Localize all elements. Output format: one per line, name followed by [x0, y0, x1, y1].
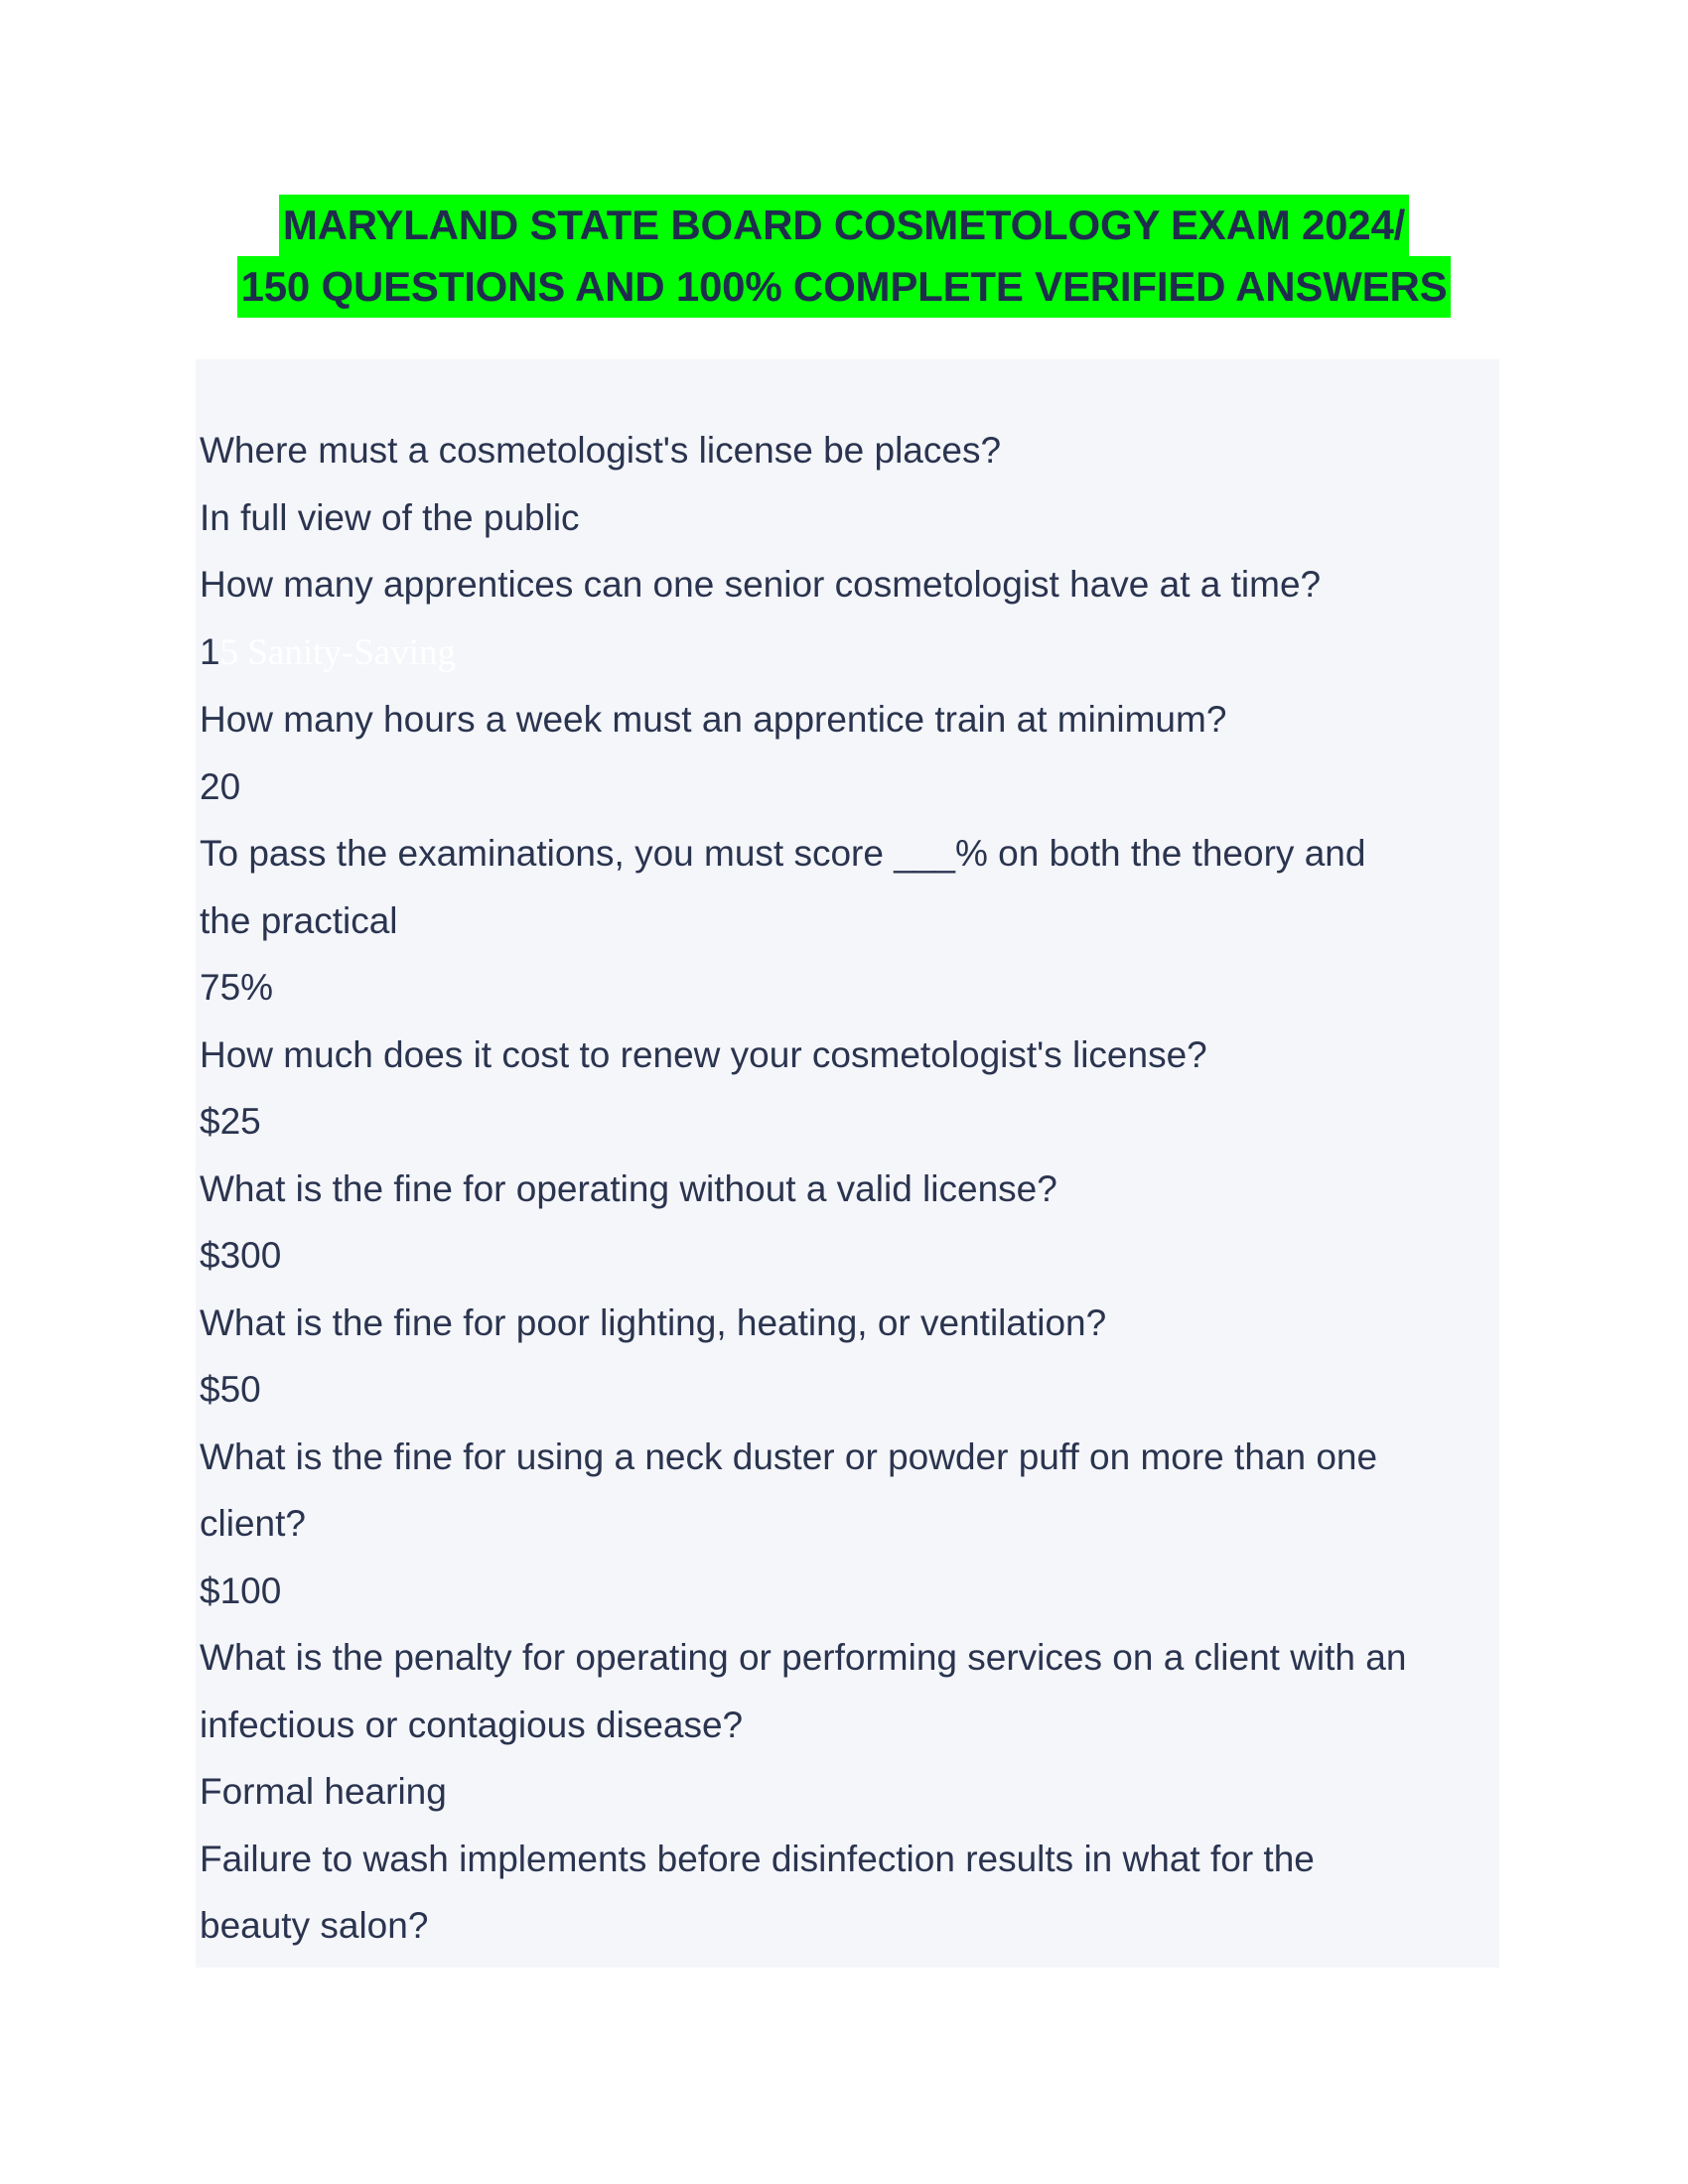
question-line: What is the penalty for operating or performing services on a client with an [200, 1637, 1407, 1678]
answer-line [200, 618, 1490, 687]
question-line: What is the fine for using a neck duster or powder puff on more than one [200, 1435, 1378, 1477]
qa-list [200, 417, 1490, 1960]
question-line: How many apprentices can one senior cosmetologist have at a time? [200, 564, 1322, 605]
answer-line: $50 [200, 1369, 261, 1410]
question-line: What is the fine for operating without a valid license? [200, 1167, 1057, 1209]
question-line: beauty salon? [200, 1905, 429, 1946]
answer-line: $100 [200, 1570, 282, 1611]
answer-line: Formal hearing [200, 1771, 447, 1812]
question-line: Failure to wash implements before disinfection results in what for the [200, 1838, 1315, 1879]
answer-line: $25 [200, 1101, 261, 1142]
question-line: client? [200, 1503, 306, 1544]
document-title [0, 195, 1688, 318]
answer-line: 75% [200, 967, 274, 1008]
question-line: What is the fine for poor lighting, heating, or ventilation? [200, 1301, 1107, 1343]
question-line: infectious or contagious disease? [200, 1704, 744, 1745]
question-line: How many hours a week must an apprentice train at minimum? [200, 699, 1227, 740]
question-line: How much does it cost to renew your cosmetologist's license? [200, 1033, 1207, 1075]
answer-line: $300 [200, 1235, 282, 1276]
question-line: Where must a cosmetologist's license be places? [200, 430, 1002, 471]
answer-line: 20 [200, 765, 241, 807]
title-line-2: 150 QUESTIONS AND 100% COMPLETE VERIFIED ANSWERS [237, 256, 1452, 318]
watermark-text: 5 Sanity-Saving [219, 631, 456, 673]
answer-line: In full view of the public [200, 496, 580, 538]
title-line-1: MARYLAND STATE BOARD COSMETOLOGY EXAM 2024/ [279, 195, 1409, 256]
answer-text: 1 [200, 630, 220, 672]
question-line: the practical [200, 899, 398, 941]
question-line: To pass the examinations, you must score ___% on both the theory and [200, 833, 1366, 874]
